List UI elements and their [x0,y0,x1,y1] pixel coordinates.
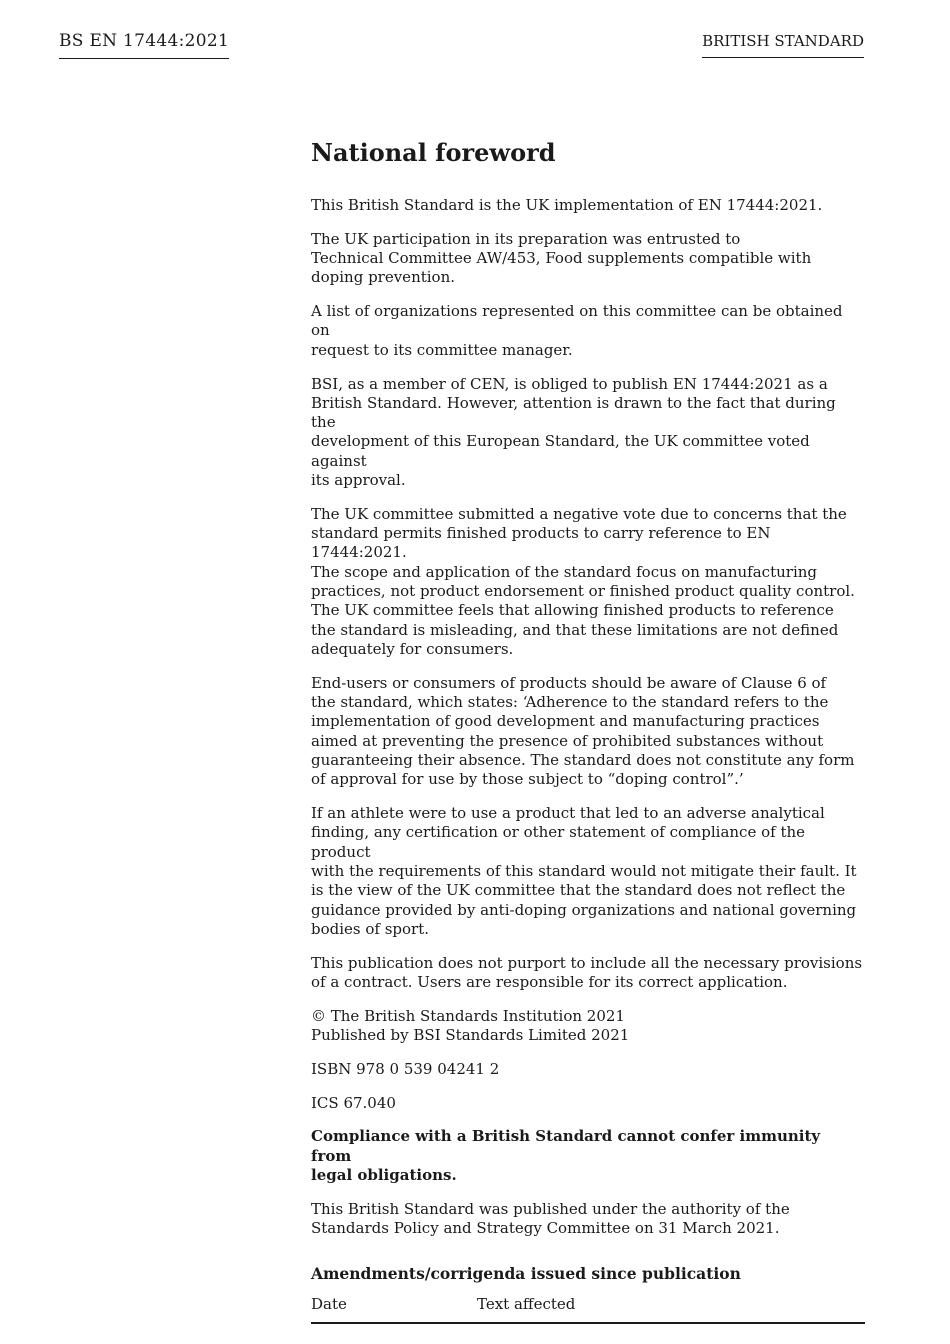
text-line: The scope and application of the standard focus on manufacturing [311,562,818,581]
paragraph-ics [311,1094,865,1113]
text-line: the standard, which states: ‘Adherence to the standard refers to the [311,693,829,712]
paragraph-copyright [311,1007,865,1046]
text-line: standard permits finished products to carry reference to EN 17444:2021. [311,524,771,562]
amendments-heading: Amendments/corrigenda issued since publication [311,1264,741,1284]
text-line: This publication does not purport to include all the necessary provisions [311,953,863,972]
paragraph-organizations [311,302,865,360]
text-line: request to its committee manager. [311,340,573,359]
text-line: British Standard. However, attention is drawn to the fact that during the [311,393,836,432]
text-line: aimed at preventing the presence of prohibited substances without [311,731,824,750]
text-line: implementation of good development and manufacturing practices [311,712,820,731]
text-line: guaranteeing their absence. The standard does not constitute any form [311,750,855,769]
paragraph-isbn [311,1060,865,1079]
column-header-date: Date [311,1294,477,1323]
text-line: with the requirements of this standard would not mitigate their fault. It [311,861,857,880]
text-line: the standard is misleading, and that these limitations are not defined [311,620,839,639]
text-line: legal obligations. [311,1165,457,1184]
text-line: Compliance with a British Standard cannot confer immunity from [311,1127,821,1165]
text-line: bodies of sport. [311,919,430,938]
text-line: finding, any certification or other statement of compliance of the product [311,823,806,861]
text-line: The UK committee feels that allowing finished products to reference [311,601,834,620]
text-line: This British Standard is the UK implementation of EN 17444:2021. [311,196,823,214]
text-line: ISBN 978 0 539 04241 2 [311,1059,500,1078]
page-title: National foreword [311,138,556,167]
header-series: BRITISH STANDARD [702,32,864,58]
paragraph-athlete [311,804,865,939]
text-line: This British Standard was published under the authority of the [311,1199,790,1218]
text-line: Technical Committee AW/453, Food supplements compatible with [311,249,812,268]
text-line: A list of organizations represented on this committee can be obtained on [311,302,843,340]
paragraph-committee [311,230,865,288]
text-line: guidance provided by anti-doping organizations and national governing [311,900,857,919]
paragraph-clause-6 [311,674,865,790]
amendments-table [311,1294,865,1324]
text-line: is the view of the UK committee that the standard does not reflect the [311,881,846,900]
text-line: doping prevention. [311,268,456,287]
text-line: Standards Policy and Strategy Committee on 31 March 2021. [311,1219,780,1238]
text-line: © The British Standards Institution 2021 [311,1006,625,1025]
text-line: practices, not product endorsement or finished product quality control. [311,582,855,601]
header-doc-number: BS EN 17444:2021 [59,31,229,59]
text-line: adequately for consumers. [311,639,514,658]
text-line: The UK participation in its preparation was entrusted to [311,229,741,248]
table-header-row [311,1294,865,1323]
text-line: development of this European Standard, the UK committee voted against [311,432,810,470]
text-line: its approval. [311,471,406,490]
text-line: The UK committee submitted a negative vote due to concerns that the [311,504,847,523]
text-line: of a contract. Users are responsible for its correct application. [311,972,788,991]
text-line: BSI, as a member of CEN, is obliged to publish EN 17444:2021 as a [311,374,828,393]
foreword-content [311,136,865,1324]
paragraph-cen-obligation [311,375,865,491]
paragraph-negative-vote [311,505,865,659]
paragraph-provisions [311,954,865,993]
text-line: Published by BSI Standards Limited 2021 [311,1025,630,1044]
paragraph-compliance [311,1127,865,1185]
text-line: End-users or consumers of products should be aware of Clause 6 of [311,673,827,692]
text-line: ICS 67.040 [311,1093,396,1112]
text-line: of approval for use by those subject to “doping control”.’ [311,770,744,789]
text-line: If an athlete were to use a product that led to an adverse analytical [311,804,825,823]
paragraph-authority [311,1200,865,1239]
paragraph-implementation [311,196,865,215]
column-header-text-affected: Text affected [477,1294,865,1323]
